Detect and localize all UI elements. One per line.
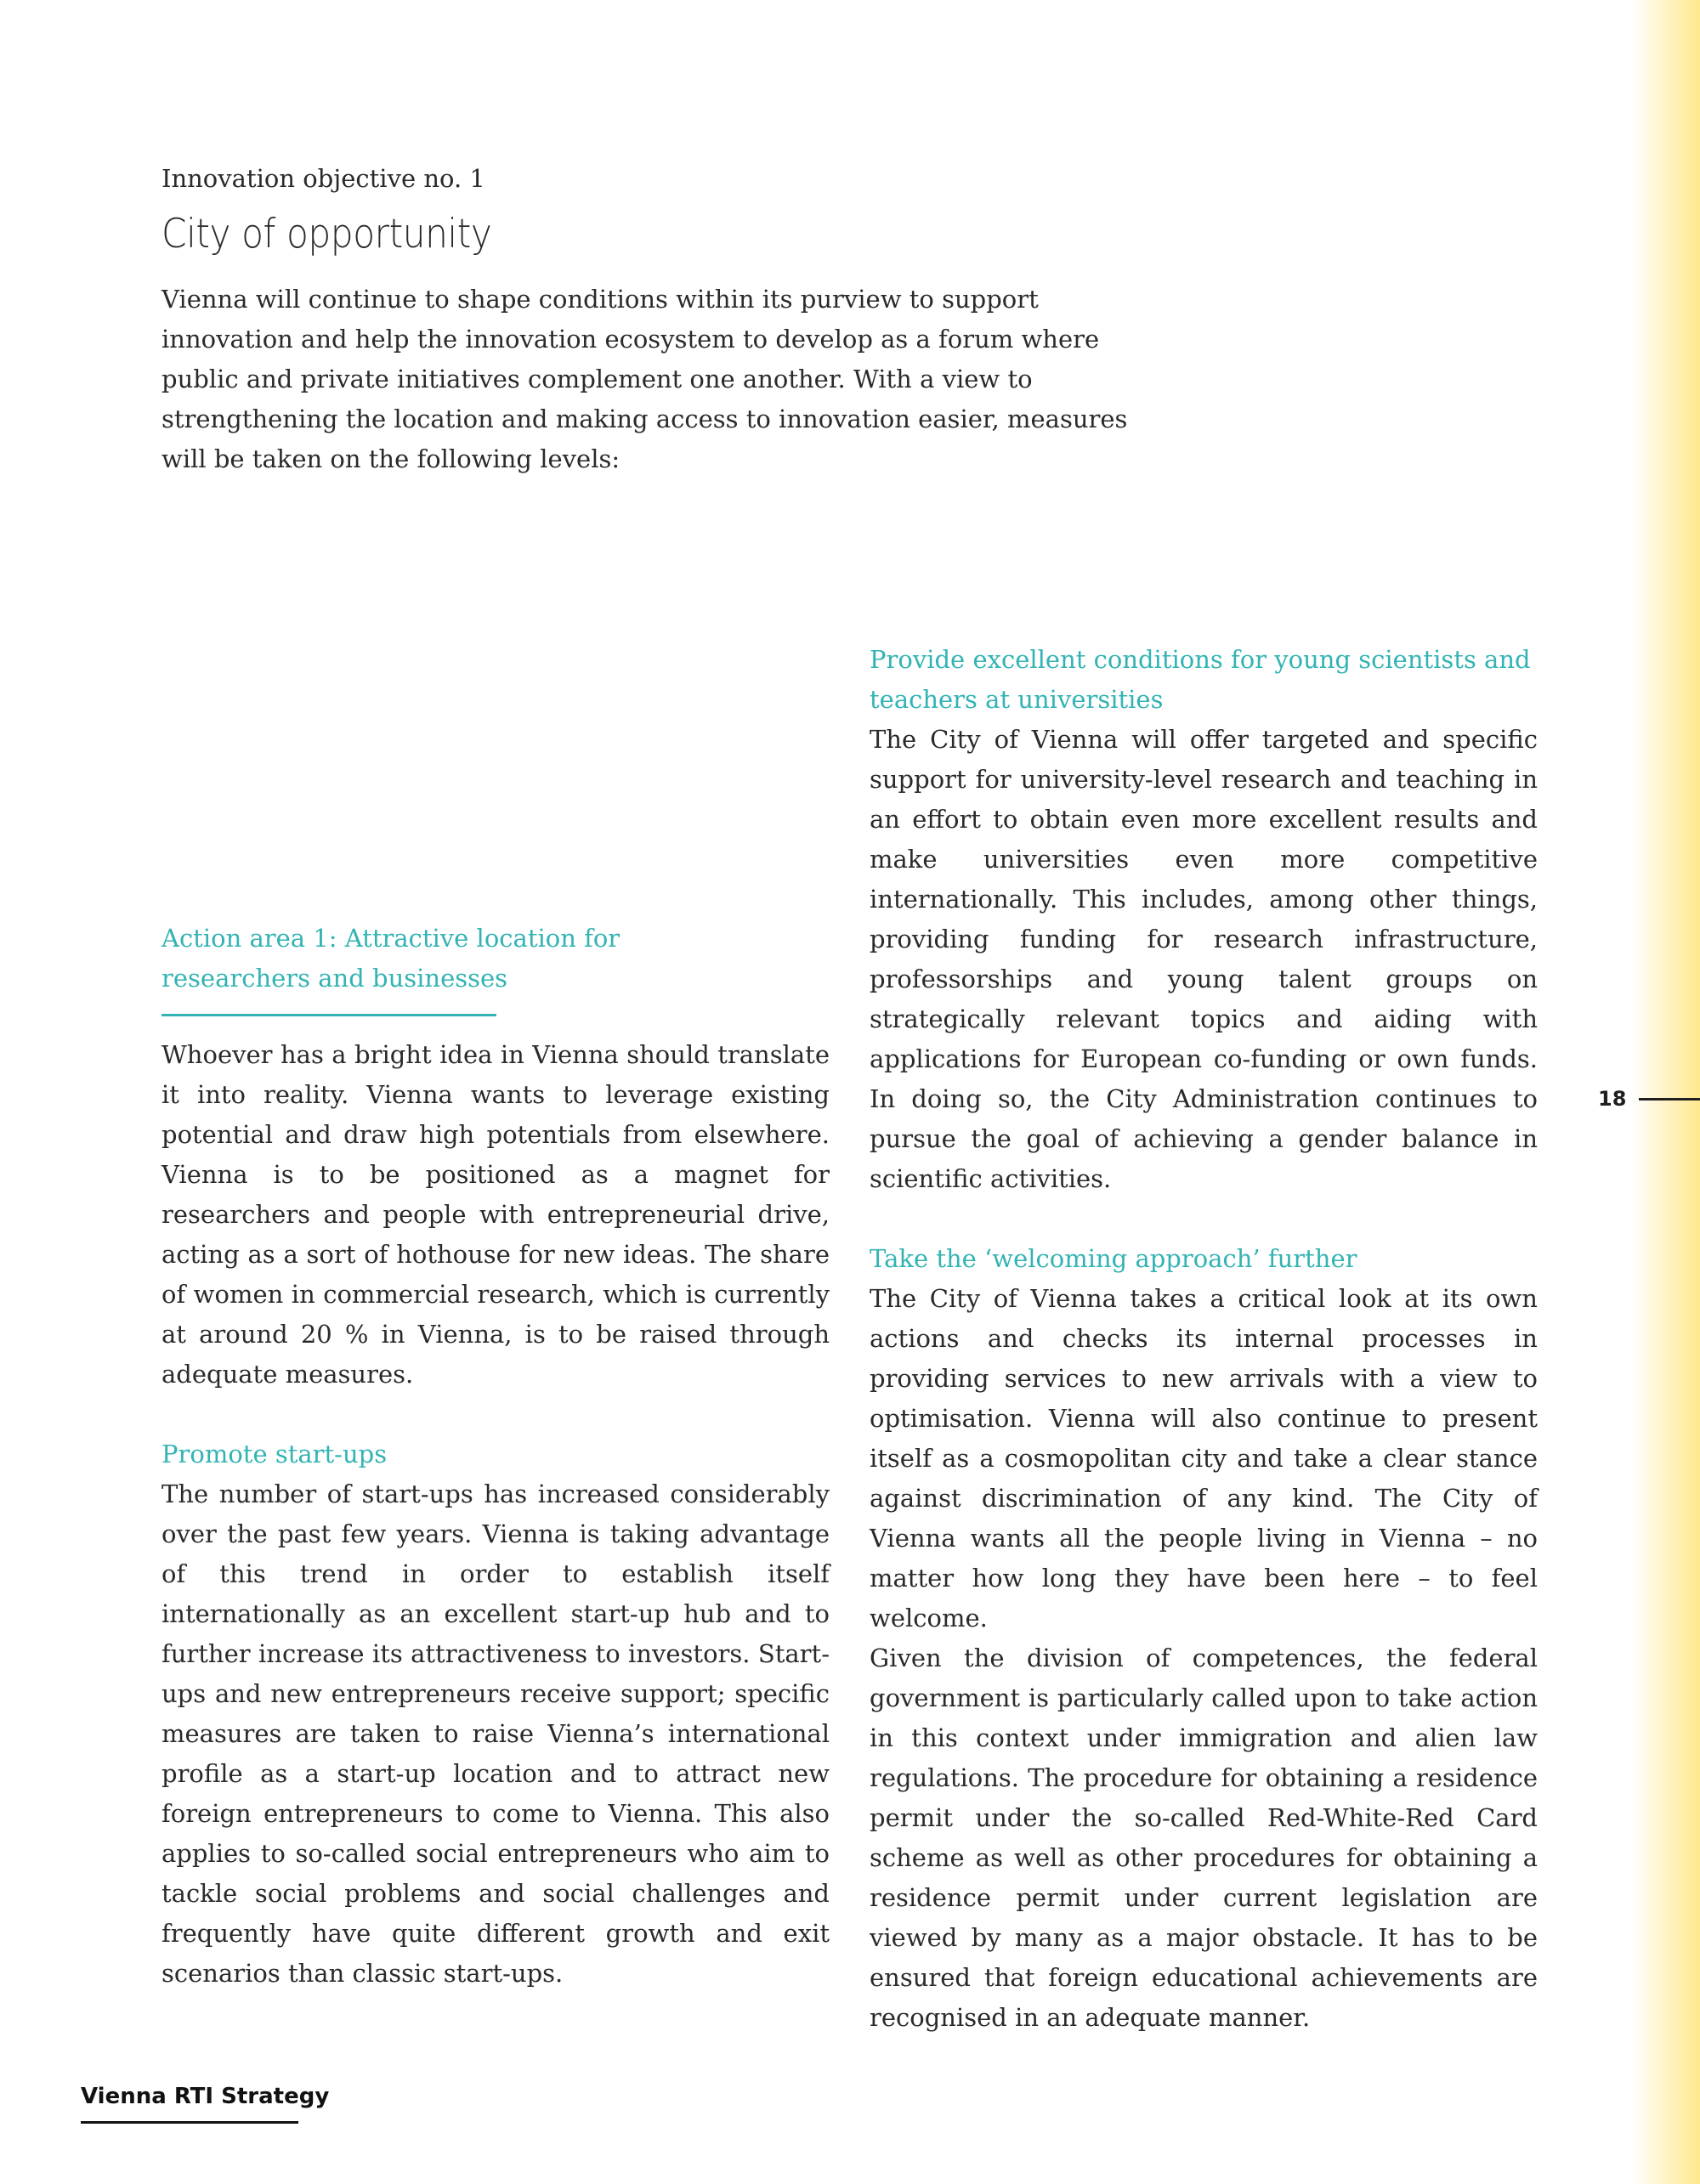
right-column [870,640,1538,2038]
welcoming-text-2: Given the division of competences, the federal government is particularly called upon to take action in this context under immigration and alien law regulations. The procedure for obtaining a residence permit under the so-called Red-White-Red Card scheme as well as other procedures for obtaining a residence permit under current legislation are viewed by many as a major obstacle. It has to be ensured that foreign educational achievements are recognised in an adequate manner. [870,1644,1538,2032]
footer-rule [81,2121,298,2124]
action-area-rule [162,1014,496,1016]
intro-paragraph: Vienna will continue to shape conditions within its purview to support innovation and help the innovation ecosystem to develop as a forum where public and private initiatives complement one another. With a view to strengthening the location and making access to innovation easier, measures will be taken on the following levels: [162,285,1128,473]
scientists-heading: Provide excellent conditions for young scientists and teachers at universities [870,645,1531,714]
left-column [162,919,830,1994]
action-area-text: Whoever has a bright idea in Vienna should translate it into reality. Vienna wants to leverage existing potential and draw high potentials from elsewhere. Vienna is to be positioned as a magnet for researchers and people with entrepreneurial drive, acting as a sort of hothouse for new ideas. The share of women in commercial research, which is currently at around 20 % in Vienna, is to be raised through adequate measures. [162,1040,830,1389]
section-kicker: Innovation objective no. 1 [162,164,485,193]
footer-document-title: Vienna RTI Strategy [81,2084,330,2109]
startups-text: The number of start-ups has increased considerably over the past few years. Vienna is taking advantage of this trend in order to establish itself internationally as an excellent start-up hub and to further increase its attractiveness to investors. Start-ups and new entrepreneurs receive support; specific measures are taken to raise Vienna’s international profile as a start-up location and to attract new foreign entrepreneurs to come to Vienna. This also applies to so-called social entrepreneurs who aim to tackle social problems and social challenges and frequently have quite different growth and exit scenarios than classic start-ups. [162,1480,830,1988]
page-number-tick [1639,1098,1700,1100]
page-title: City of opportunity [162,211,492,257]
side-color-band [1632,0,1700,2184]
startups-heading: Promote start-ups [162,1440,388,1468]
page-number: 18 [1598,1087,1627,1111]
welcoming-heading: Take the ‘welcoming approach’ further [870,1244,1357,1273]
welcoming-text-1: The City of Vienna takes a critical look at its own actions and checks its internal processes in providing services to new arrivals with a view to optimisation. Vienna will also continue to present itself as a cosmopolitan city and take a clear stance against discrimination of any kind. The City of Vienna wants all the people living in Vienna – no matter how long they have been here – to feel welcome. [870,1284,1538,1632]
scientists-text: The City of Vienna will offer targeted and specific support for university-level research and teaching in an effort to obtain even more excellent results and make universities even more competitive internationally. This includes, among other things, providing funding for research infrastructure, professorships and young talent groups on strategically relevant topics and aiding with applications for European co-funding or own funds. In doing so, the City Administration continues to pursue the goal of achieving a gender balance in scientific activities. [870,725,1538,1193]
action-area-heading: Action area 1: Attractive location for researchers and businesses [162,924,620,993]
